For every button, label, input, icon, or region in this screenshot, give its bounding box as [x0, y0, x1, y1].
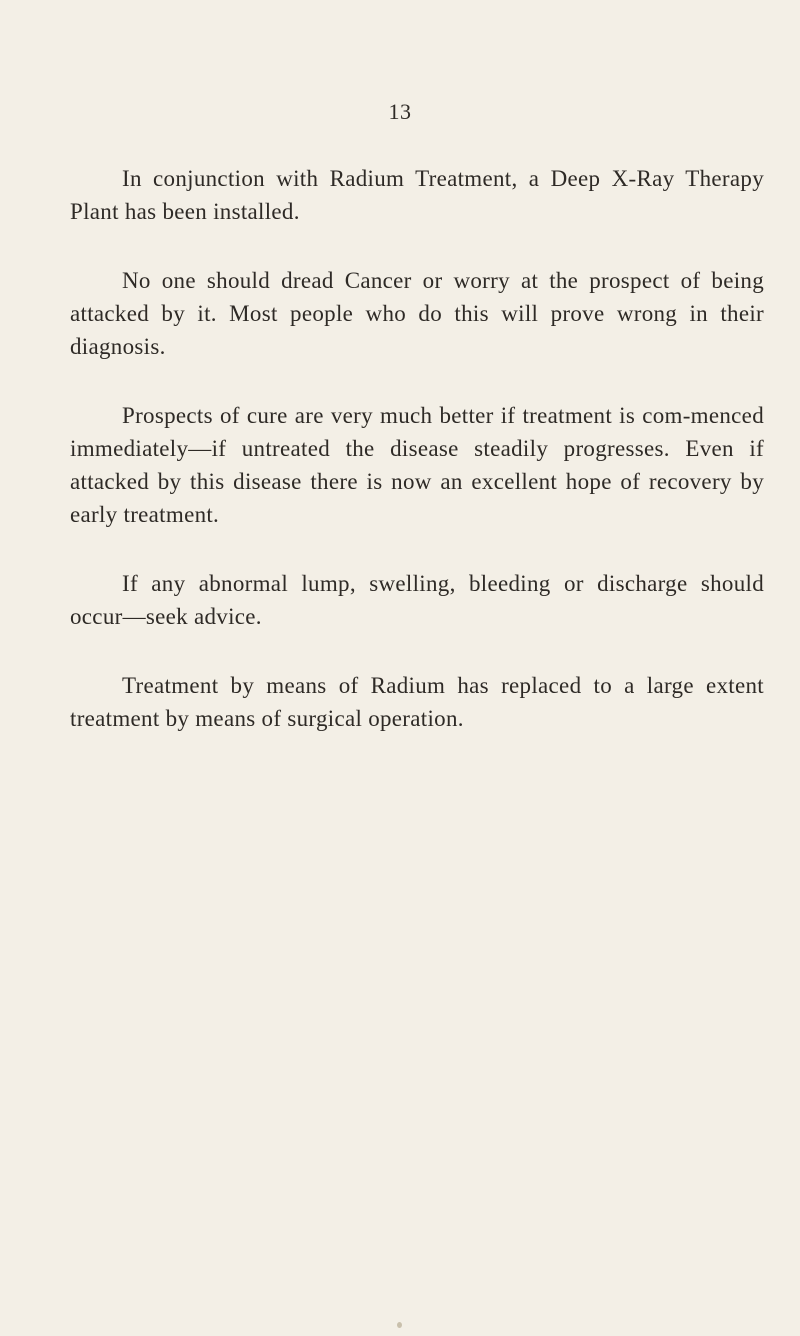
paragraph-deep-x-ray-therapy: In conjunction with Radium Treatment, a Deep X-Ray Therapy Plant has been installed. [70, 166, 764, 224]
paragraph-dread-cancer: No one should dread Cancer or worry at the prospect of being attacked by it. Most people who do this will prove wrong in their diagnosis. [70, 268, 764, 359]
paragraph-seek-advice: If any abnormal lump, swelling, bleeding or discharge should occur—seek advice. [70, 571, 764, 629]
page-number: 13 [388, 99, 412, 124]
paper-speck [397, 1322, 402, 1328]
paragraph-prospects-of-cure: Prospects of cure are very much better if treatment is com-menced immediately—if untreated the disease steadily progresses. Even if attacked by this disease there is now an excellent hope of recovery by early treatment. [70, 403, 764, 527]
body-text [70, 162, 764, 763]
paragraph-radium-treatment: Treatment by means of Radium has replaced to a large extent treatment by means of surgical operation. [70, 673, 764, 731]
